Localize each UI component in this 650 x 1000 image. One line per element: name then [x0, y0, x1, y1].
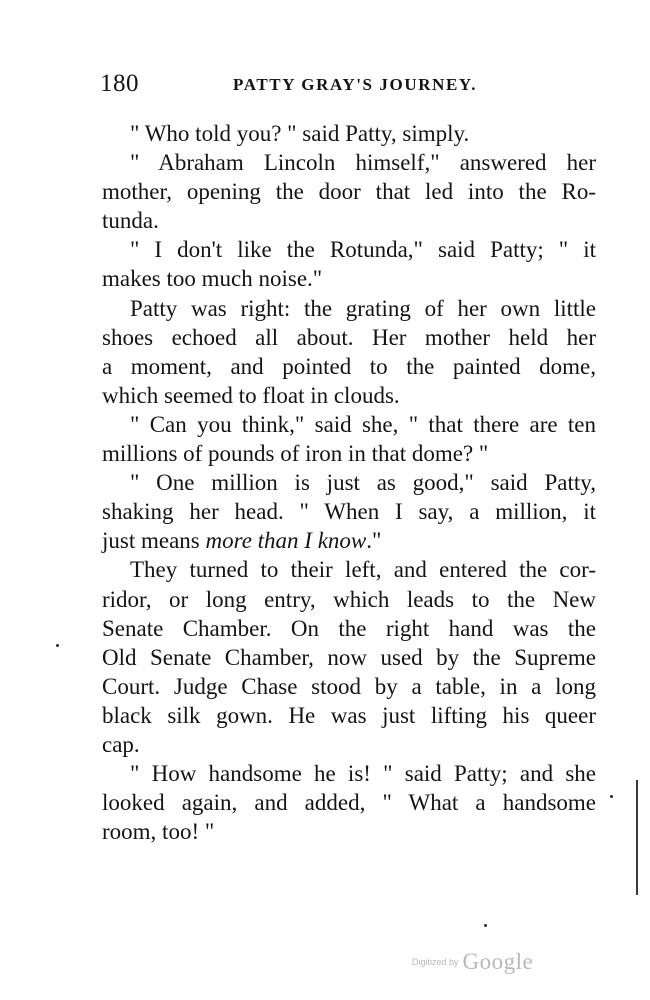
text-line: " Who told you? " said Patty, simply.: [130, 121, 470, 146]
text-line: " I don't like the Rotunda," said Patty; " it: [130, 237, 596, 263]
text-line: Patty was right: the grating of her own little: [130, 295, 596, 321]
margin-rule: [636, 780, 638, 895]
text-line: Court. Judge Chase stood by a table, in a long: [102, 673, 596, 699]
text-line: " Can you think," said she, " that there are ten: [130, 411, 596, 437]
text-line: They turned to their left, and entered the cor-: [130, 557, 596, 583]
text-line: " One million is just as good," said Patty,: [130, 470, 596, 496]
text-line: " Abraham Lincoln himself," answered her: [130, 150, 596, 176]
margin-speck: [610, 795, 613, 798]
digitization-watermark: [412, 949, 533, 975]
text-line: Old Senate Chamber, now used by the Supreme: [102, 644, 596, 670]
text-line: " How handsome he is! " said Patty; and she: [130, 761, 596, 787]
text-line: millions of pounds of iron in that dome? ": [102, 441, 489, 467]
text-line: room, too! ": [102, 819, 215, 845]
text-line: Senate Chamber. On the right hand was the: [102, 615, 596, 641]
text-line: black silk gown. He was just lifting his queer: [102, 702, 596, 728]
text-line-mixed: [102, 526, 596, 555]
text-line: shoes echoed all about. Her mother held her: [102, 324, 596, 350]
text-line: shaking her head. " When I say, a million, it: [102, 499, 596, 525]
text-line: mother, opening the door that led into the Ro-: [102, 179, 596, 205]
margin-speck: [484, 924, 487, 927]
text-line: tunda.: [102, 208, 159, 234]
text-line: cap.: [102, 731, 140, 757]
text-line: a moment, and pointed to the painted dome,: [102, 353, 596, 379]
running-title: PATTY GRAY'S JOURNEY.: [233, 75, 478, 94]
page-header: [100, 70, 598, 100]
page-number: 180: [100, 70, 139, 97]
text-fragment: just means: [102, 528, 206, 554]
watermark-prefix: Digitized by: [412, 957, 459, 967]
margin-speck: [56, 644, 59, 647]
watermark-brand: Google: [462, 949, 534, 974]
body-text: [102, 119, 596, 846]
text-line: makes too much noise.": [102, 266, 323, 292]
italic-emphasis: more than I know: [205, 528, 367, 554]
text-line: which seemed to float in clouds.: [102, 382, 400, 408]
text-line: ridor, or long entry, which leads to the New: [102, 586, 596, 612]
text-line: looked again, and added, " What a handsome: [102, 790, 596, 816]
text-fragment: .": [366, 528, 382, 554]
